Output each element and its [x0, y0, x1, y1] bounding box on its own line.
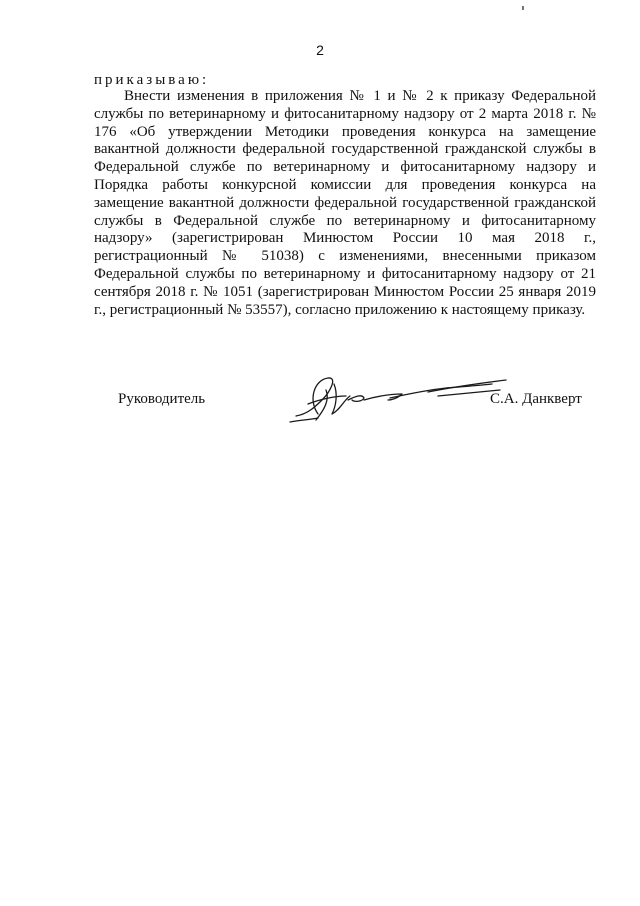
order-directive: приказываю: — [94, 72, 210, 88]
page-number: 2 — [316, 42, 324, 58]
signatory-name: С.А. Данкверт — [490, 391, 582, 407]
handwritten-signature — [278, 370, 518, 430]
signatory-role: Руководитель — [118, 391, 206, 407]
signature-block — [0, 370, 640, 430]
order-body-paragraph: Внести изменения в приложения № 1 и № 2 к приказу Федеральной службы по ветеринарному и фитосанитарному надзору от 2 марта 2018 г. № 176 «Об утверждении Методики проведения конкурса на замещение вакантной должности федеральной государственной гражданской службы в Федеральной службе по ветеринарному и фитосанитарному надзору и Порядка работы конкурсной комиссии для проведения конкурса на замещение вакантной должности федеральной государственной гражданской службы в Федеральной службе по ветеринарному и фитосанитарному надзору» (зарегистрирован Минюстом России 10 мая 2018 г., регистрационный № 51038) с изменениями, внесенными приказом Федеральной службы по ветеринарному и фитосанитарному надзору от 21 сентября 2018 г. № 1051 (зарегистрирован Минюстом России 25 января 2019 г., регистрационный № 53557), согласно приложению к настоящему приказу. — [94, 88, 596, 318]
scan-mark — [522, 6, 524, 10]
